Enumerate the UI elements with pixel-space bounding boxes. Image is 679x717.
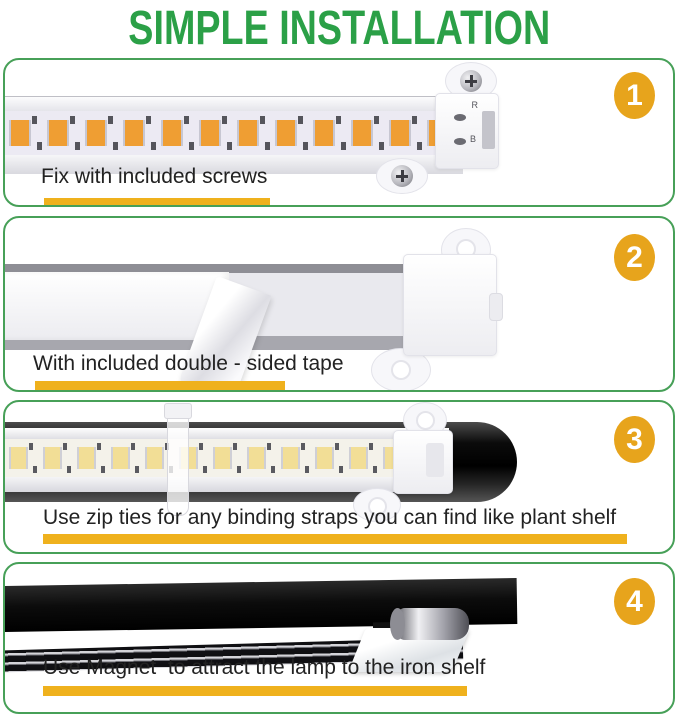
strip-cover-edge — [5, 96, 463, 112]
step-caption: Use Magnet to attract the lamp to the iron shelf — [43, 656, 486, 679]
cap-button — [454, 138, 466, 145]
mounting-tab-bottom — [376, 158, 428, 194]
step-caption: With included double - sided tape — [33, 352, 344, 375]
step-panel-2 — [3, 216, 675, 392]
magnet — [397, 608, 469, 640]
led-strip-illustration — [5, 428, 449, 492]
zip-tie — [167, 408, 189, 516]
cap-connector — [482, 111, 495, 149]
step-panel-3 — [3, 400, 675, 554]
screw-icon — [391, 165, 413, 187]
led-row — [5, 439, 449, 477]
zip-tie-head — [164, 403, 192, 419]
step-panel-4 — [3, 562, 675, 714]
cap-label-b: B — [469, 134, 476, 144]
screw-hole — [416, 411, 435, 430]
step-number-badge: 3 — [614, 416, 655, 463]
step-number-badge: 2 — [614, 234, 655, 281]
cap-button — [454, 114, 466, 121]
step-panel-1 — [3, 58, 675, 207]
caption-underline — [44, 198, 270, 207]
step-number-badge: 4 — [614, 578, 655, 625]
cap-label-r: R — [471, 100, 478, 110]
led-row — [5, 111, 463, 155]
end-cap — [435, 93, 499, 169]
end-cap — [393, 430, 453, 494]
caption-underline — [35, 381, 285, 390]
screw-icon — [460, 70, 482, 92]
strip-cover-edge — [5, 428, 449, 439]
caption-underline — [43, 534, 627, 544]
cap-window — [426, 443, 444, 477]
step-number-badge: 1 — [614, 72, 655, 119]
step-caption: Fix with included screws — [41, 165, 268, 188]
screw-hole — [391, 360, 411, 380]
page-title — [0, 0, 679, 56]
cap-connector — [489, 293, 503, 321]
caption-underline — [43, 686, 467, 696]
page-title-text: SIMPLE INSTALLATION — [128, 0, 551, 55]
end-cap — [403, 254, 497, 356]
step-caption: Use zip ties for any binding straps you can find like plant shelf — [43, 506, 617, 529]
double-sided-tape — [5, 272, 229, 340]
